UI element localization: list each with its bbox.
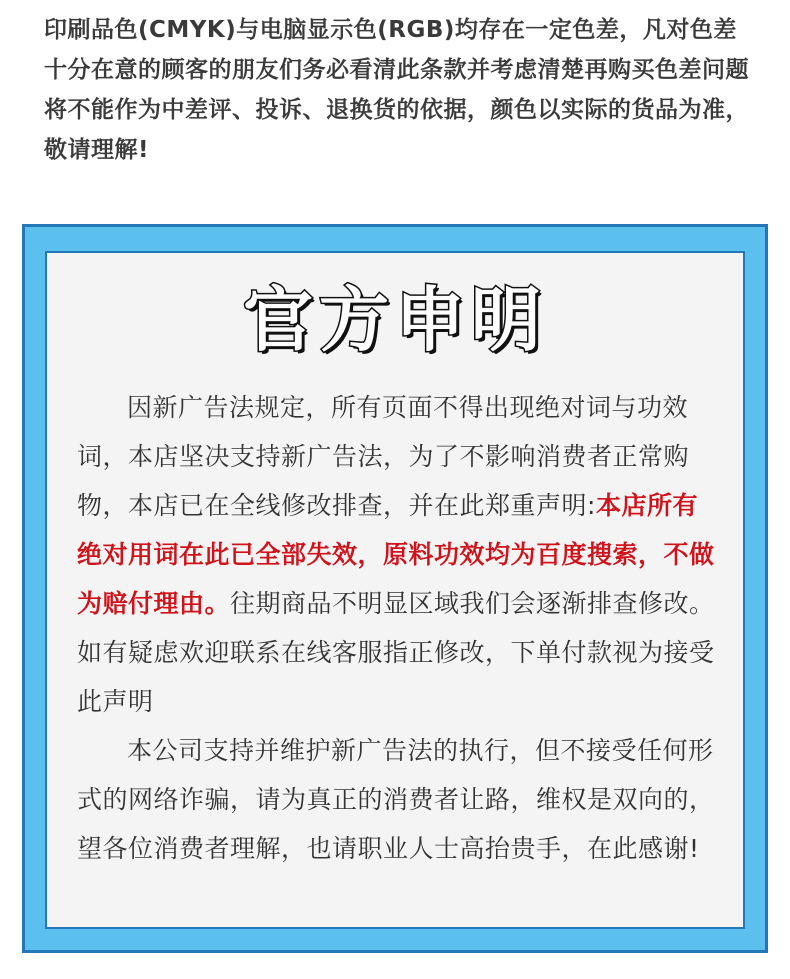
- notice-body: [77, 383, 717, 873]
- notice-paragraph-2: 本公司支持并维护新广告法的执行，但不接受任何形式的网络诈骗，请为真正的消费者让路，维权是双向的，望各位消费者理解，也请职业人士高抬贵手，在此感谢!: [77, 736, 715, 863]
- paragraph-1-intro: 因新广告法规定，所有页面不得出现绝对词与功效词，本店坚决支持新广告法，为了不影响消费者正常购物，本店已在全线修改排查，并在此郑重声明:: [77, 393, 690, 520]
- paragraph-1-emphasis: 本店所有绝对用词在此已全部失效，原料功效均为百度搜索，不做为赔付理由。: [77, 491, 715, 618]
- notice-panel: [45, 251, 745, 929]
- notice-paragraph-1: [77, 383, 717, 726]
- paragraph-1-closing: 往期商品不明显区域我们会逐渐排查修改。如有疑虑欢迎联系在线客服指正修改，下单付款视为接受此声明: [77, 589, 715, 716]
- notice-frame: [22, 224, 768, 953]
- notice-title: 官方申明: [243, 279, 547, 361]
- color-difference-note: 印刷品色(CMYK)与电脑显示色(RGB)均存在一定色差，凡对色差十分在意的顾客的朋友们务必看清此条款并考虑清楚再购买色差问题将不能作为中差评、投诉、退换货的依据，颜色以实际的货品为准，敬请理解!: [44, 17, 749, 163]
